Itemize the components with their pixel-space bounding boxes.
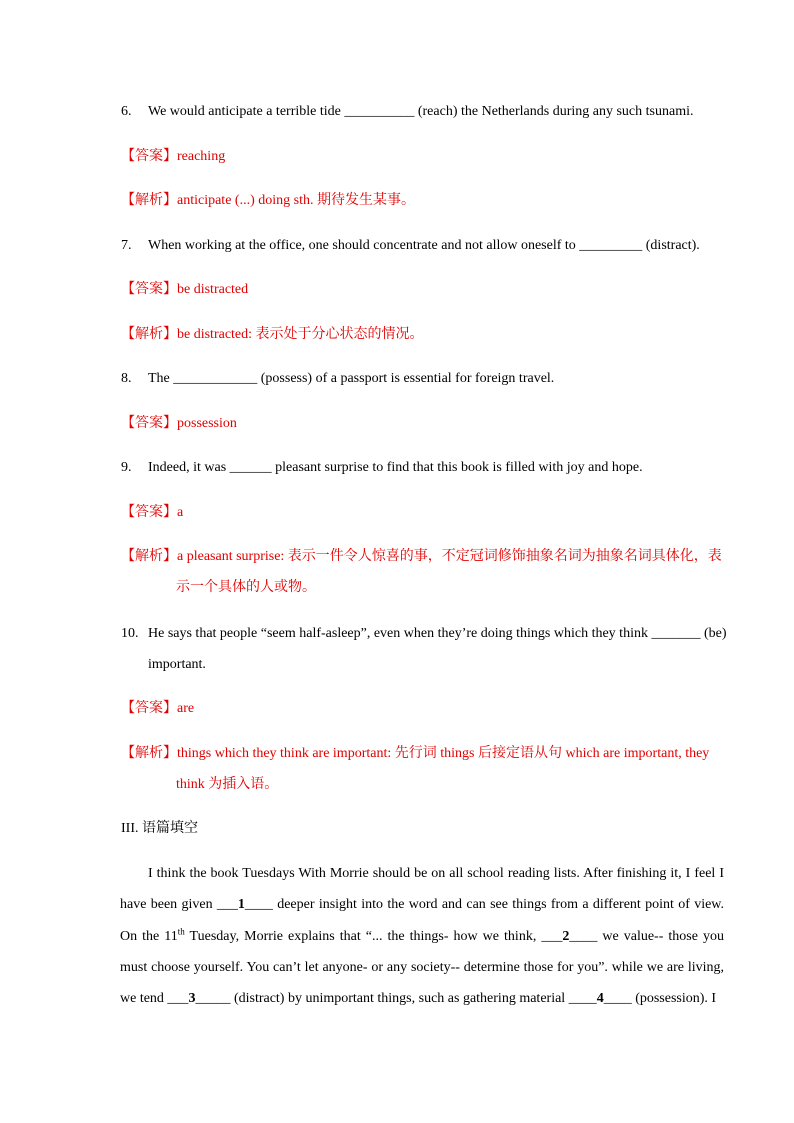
question-10 [121, 618, 731, 680]
passage-segment: ____ (possession). I [603, 991, 717, 1007]
question-9 [121, 452, 729, 483]
question-number: 7. [121, 238, 132, 253]
passage-segment: ____ deeper insight into the word and can see things from a different point of view. On the 11 [120, 897, 725, 944]
question-text: When working at the office, one should concentrate and not allow oneself to _________ (distract). [148, 238, 700, 253]
analysis-10 [121, 738, 731, 800]
cloze-passage [120, 858, 724, 1014]
answer-label: 【答案】 [121, 505, 177, 520]
answer-7 [121, 274, 731, 305]
passage-segment: ____ we value-- those you must choose yourself. You can’t let anyone- or any society-- determine those for you”. while we are living, we tend ___ [120, 928, 724, 1007]
passage-segment: Tuesday, Morrie explains that “... the things- how we think, ___ [184, 928, 563, 944]
question-8 [121, 363, 729, 394]
answer-text: a [177, 505, 184, 520]
answer-10 [121, 693, 731, 724]
analysis-9 [121, 541, 731, 603]
answer-9 [121, 497, 731, 528]
answer-text: reaching [177, 149, 226, 164]
superscript: th [177, 925, 185, 936]
answer-text: are [177, 701, 195, 716]
question-text: We would anticipate a terrible tide __________ (reach) the Netherlands during any such tsunami. [148, 104, 694, 119]
blank-number: 3 [188, 991, 196, 1007]
analysis-label: 【解析】 [121, 746, 177, 761]
blank-number: 2 [562, 928, 570, 944]
section-title: III. 语篇填空 [121, 821, 198, 836]
analysis-label: 【解析】 [121, 193, 177, 208]
answer-6 [121, 141, 731, 172]
question-number: 10. [121, 626, 139, 641]
analysis-label: 【解析】 [121, 549, 177, 564]
answer-label: 【答案】 [121, 416, 177, 431]
passage-paragraph [120, 858, 724, 1014]
blank-number: 4 [596, 991, 604, 1007]
question-text: Indeed, it was ______ pleasant surprise to find that this book is filled with joy and hope. [148, 460, 643, 475]
analysis-text-line2: 示一个具体的人或物。 [176, 580, 316, 595]
question-number: 6. [121, 104, 132, 119]
analysis-text-line1: things which they think are important: 先行词 things 后接定语从句 which are important, they [177, 746, 710, 761]
question-text-line1: He says that people “seem half-asleep”, even when they’re doing things which they think _______ (be) [148, 626, 727, 641]
passage-segment: _____ (distract) by unimportant things, such as gathering material ____ [195, 991, 597, 1007]
analysis-text: anticipate (...) doing sth. 期待发生某事。 [177, 193, 415, 208]
question-number: 9. [121, 460, 132, 475]
analysis-7 [121, 319, 731, 350]
analysis-label: 【解析】 [121, 327, 177, 342]
question-number: 8. [121, 371, 132, 386]
analysis-text-line1: a pleasant surprise: 表示一件令人惊喜的事，不定冠词修饰抽象名词为抽象名词具体化，表 [177, 549, 722, 564]
answer-text: possession [177, 416, 237, 431]
answer-label: 【答案】 [121, 149, 177, 164]
blank-number: 1 [237, 897, 245, 913]
question-text: The ____________ (possess) of a passport is essential for foreign travel. [148, 371, 555, 386]
answer-8 [121, 408, 731, 439]
analysis-6 [121, 185, 731, 216]
analysis-text: be distracted: 表示处于分心状态的情况。 [177, 327, 424, 342]
analysis-text-line2: think 为插入语。 [176, 777, 279, 792]
question-text-line2: important. [148, 657, 206, 672]
answer-label: 【答案】 [121, 282, 177, 297]
question-6 [121, 96, 729, 127]
passage-segment: I think the book Tuesdays With Morrie should be on all school reading lists. After finishing it, I feel I have been given ___ [120, 866, 724, 913]
answer-label: 【答案】 [121, 701, 177, 716]
answer-text: be distracted [177, 282, 249, 297]
question-7 [121, 230, 729, 261]
